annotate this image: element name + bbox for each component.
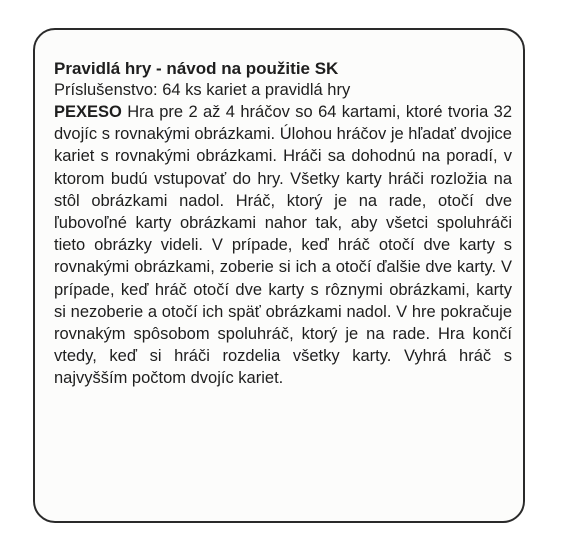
- accessories-line: Príslušenstvo: 64 ks kariet a pravidlá hry: [54, 81, 351, 99]
- rules-content: [54, 58, 512, 390]
- game-name: PEXESO: [54, 103, 122, 121]
- rules-body: [54, 101, 512, 390]
- rules-body-text: Hra pre 2 až 4 hráčov so 64 kartami, ktoré tvoria 32 dvojíc s rovnakými obrázkami. Úlohou hráčov je hľadať dvojice kariet s rovnakými obrázkami. Hráči sa dohodnú na poradí, v ktorom budú vstupovať do hry. Všetky karty hráči rozložia na stôl obrázkami nadol. Hráč, ktorý je na rade, otočí dve ľubovoľné karty obrázkami nahor tak, aby všetci spoluhráči tieto obrázky videli. V prípade, keď hráč otočí dve karty s rovnakými obrázkami, zoberie si ich a otočí ďalšie dve karty. V prípade, keď hráč otočí dve karty s rôznymi obrázkami, karty si nezoberie a otočí ich späť obrázkami nadol. V hre pokračuje rovnakým spôsobom spoluhráč, ktorý je na rade. Hra končí vtedy, keď si hráči rozdelia všetky karty. Vyhrá hráč s najvyšším počtom dvojíc kariet.: [54, 103, 512, 388]
- rules-title: Pravidlá hry - návod na použitie SK: [54, 59, 339, 78]
